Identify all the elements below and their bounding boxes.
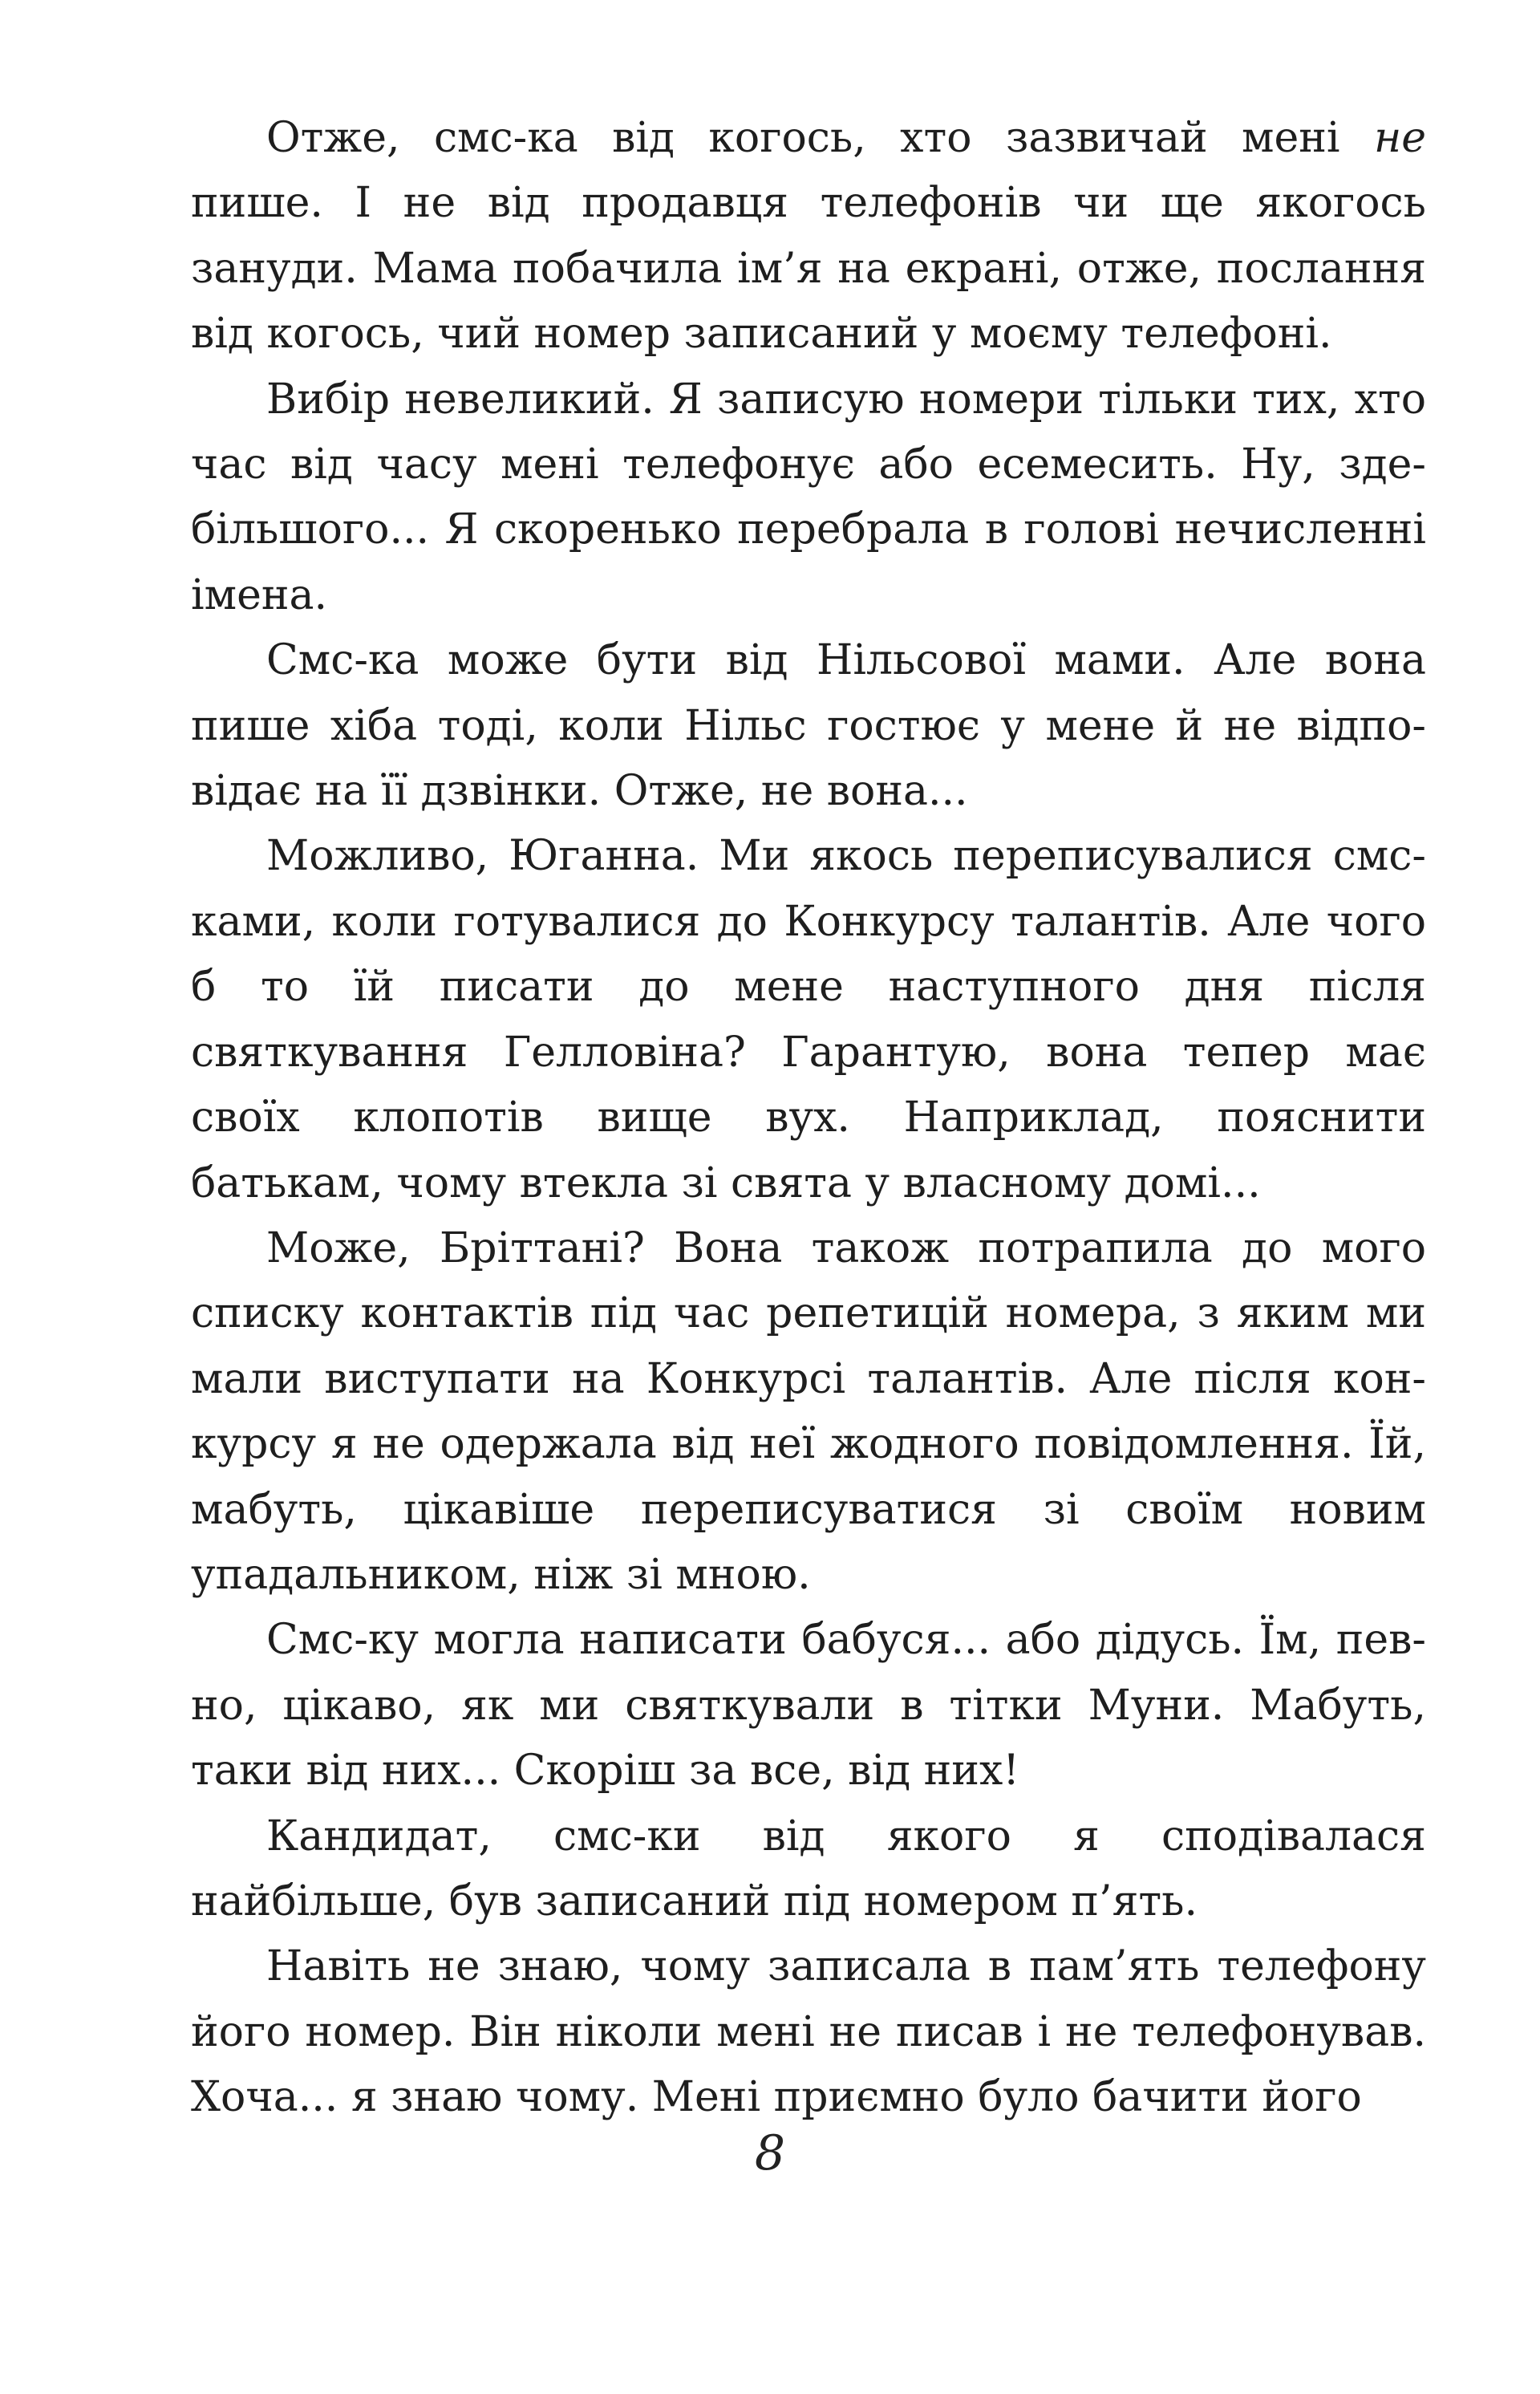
paragraph-1 xyxy=(191,106,1426,367)
emphasized-word: не xyxy=(1373,114,1426,162)
book-page-body xyxy=(191,106,1426,2131)
paragraph-7: Кандидат, смс-ки від якого я сподівалася найбільше, був записаний під номером п’ять. xyxy=(191,1812,1426,1925)
paragraph-8: Навіть не знаю, чому записала в пам’ять телефону його номер. Він ніколи мені не писав і не телефонував. Хоча... я знаю чому. Мені приємно було бачити його xyxy=(191,1942,1426,2122)
paragraph-2: Вибір невеликий. Я записую номери тільки тих, хто час від часу мені телефонує або есемесить. Ну, здебільшого... Я скоренько перебрала в голові нечисленні імена. xyxy=(191,375,1426,619)
paragraph-4: Можливо, Юганна. Ми якось переписувалися смсками, коли готувалися до Конкурсу талантів. Але чого б то їй писати до мене наступного дня після святкування Гелловіна? Гарантую, вона тепер має своїх клопотів вище вух. Наприклад, пояснити батькам, чому втекла зі свята у власному домі... xyxy=(191,832,1426,1207)
paragraph-1-end: пише. І не від продавця телефонів чи ще якогось зануди. Мама побачила ім’я на екрані, отже, послання від когось, чий номер записаний у моєму телефоні. xyxy=(191,179,1426,359)
paragraph-3: Смс-ка може бути від Нільсової мами. Але вона пише хіба тоді, коли Нільс гостює у мене й не відповідає на її дзвінки. Отже, не вона... xyxy=(191,636,1426,816)
paragraph-5: Може, Бріттані? Вона також потрапила до мого списку контактів під час репетицій номера, з яким ми мали виступати на Конкурсі талантів. Але після конкурсу я не одержала від неї жодного повідомлення. Їй, мабуть, цікавіше переписуватися зі своїм новим упадальником, ніж зі мною. xyxy=(191,1223,1426,1599)
paragraph-6: Смс-ку могла написати бабуся... або дідусь. Їм, певно, цікаво, як ми святкували в тітки Муни. Мабуть, таки від них... Скоріш за все, від них! xyxy=(191,1616,1426,1796)
page-number: 8 xyxy=(754,2125,786,2181)
paragraph-1-start: Отже, смс-ка від когось, хто зазвичай мені xyxy=(266,114,1374,162)
